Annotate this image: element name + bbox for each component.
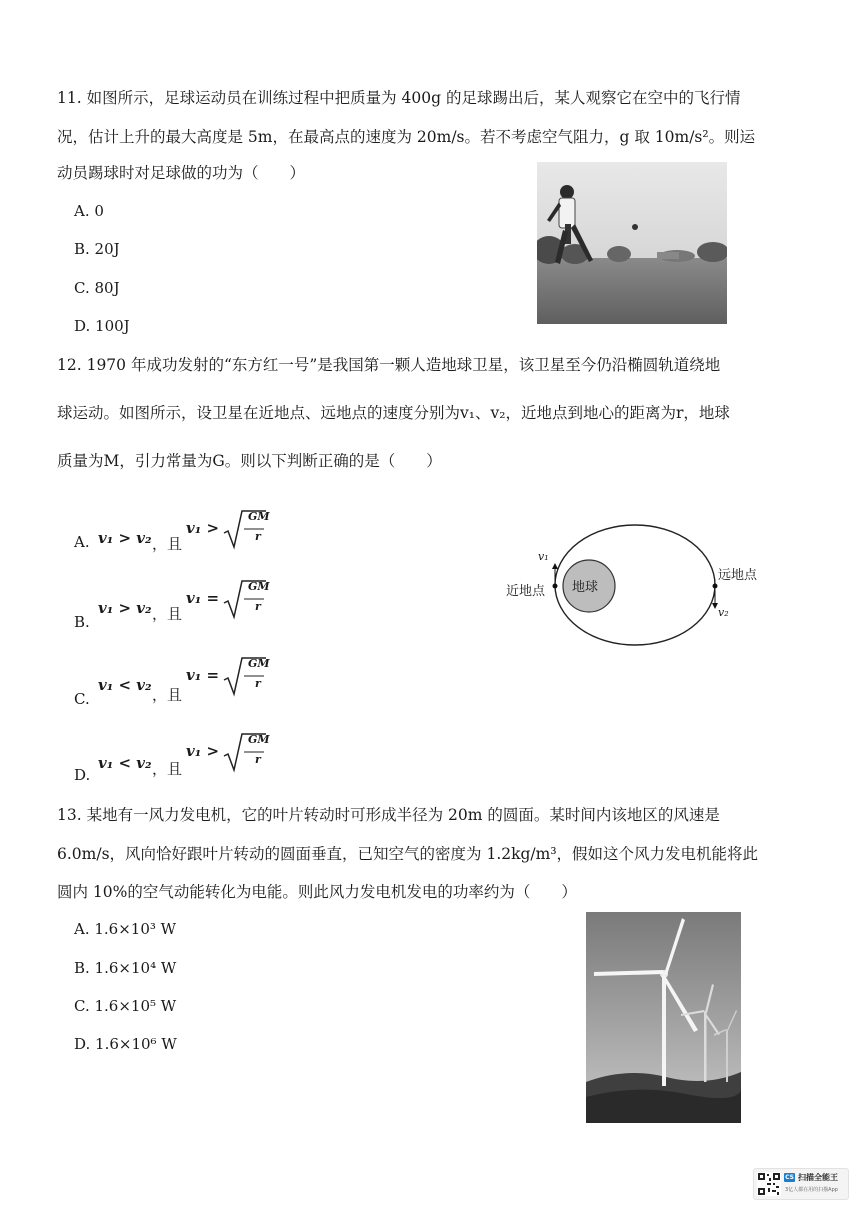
velocity-comparison: v₁ > v₂ bbox=[98, 599, 152, 617]
q12-text-line3: 质量为M，引力常量为G。则以下判断正确的是（ ） bbox=[57, 452, 442, 470]
option-letter: D. bbox=[74, 766, 91, 784]
v1-relation: v₁ = bbox=[186, 589, 220, 607]
v1-relation: v₁ > bbox=[186, 519, 220, 537]
q13-option-d: D. 1.6×10⁶ W bbox=[74, 1035, 177, 1053]
fraction-numerator: GM bbox=[248, 733, 270, 746]
q12-option-b bbox=[74, 580, 294, 635]
v1-relation: v₁ > bbox=[186, 742, 220, 760]
q12-option-a bbox=[74, 505, 294, 555]
and-connector: ，且 bbox=[152, 605, 183, 623]
and-connector: ，且 bbox=[152, 535, 183, 553]
q12-text-line2: 球运动。如图所示，设卫星在近地点、远地点的速度分别为v₁、v₂，近地点到地心的距离为r，地球 bbox=[57, 404, 730, 422]
q11-option-a: A. 0 bbox=[74, 202, 104, 220]
apogee-label: 远地点 bbox=[718, 568, 758, 583]
q13-text-line3: 圆内 10%的空气动能转化为电能。则此风力发电机发电的功率约为（ ） bbox=[57, 883, 577, 901]
wind-turbine-photo bbox=[586, 912, 741, 1123]
and-connector: ，且 bbox=[152, 686, 183, 704]
q11-text-line3: 动员踢球时对足球做的功为（ ） bbox=[57, 164, 306, 182]
earth-label: 地球 bbox=[572, 580, 599, 595]
perigee-point bbox=[553, 584, 558, 589]
velocity-comparison: v₁ < v₂ bbox=[98, 676, 152, 694]
fraction-denominator: r bbox=[255, 677, 261, 690]
q11-option-c: C. 80J bbox=[74, 279, 120, 297]
perigee-label: 近地点 bbox=[506, 584, 546, 599]
fraction-numerator: GM bbox=[248, 510, 270, 523]
and-connector: ，且 bbox=[152, 760, 183, 778]
fraction-numerator: GM bbox=[248, 580, 270, 593]
q13-text-line2: 6.0m/s，风向恰好跟叶片转动的圆面垂直，已知空气的密度为 1.2kg/m³，假如这个风力发电机能将此 bbox=[57, 845, 759, 863]
fraction-denominator: r bbox=[255, 600, 261, 613]
q11-text-line2: 况，估计上升的最大高度是 5m，在最高点的速度为 20m/s。若不考虑空气阻力，g 取 10m/s²。则运 bbox=[57, 128, 756, 146]
v1-relation: v₁ = bbox=[186, 666, 220, 684]
watermark-title: 扫描全能王 bbox=[798, 1173, 838, 1182]
option-letter: A. bbox=[74, 533, 90, 551]
apogee-point bbox=[713, 584, 718, 589]
qr-code-icon bbox=[757, 1172, 781, 1196]
v1-label: v₁ bbox=[538, 550, 549, 563]
velocity-comparison: v₁ > v₂ bbox=[98, 529, 152, 547]
option-letter: B. bbox=[74, 613, 90, 631]
cs-logo: CS bbox=[785, 1174, 794, 1181]
q12-text-line1: 12. 1970 年成功发射的“东方红一号”是我国第一颗人造地球卫星，该卫星至今仍沿椭圆轨道绕地 bbox=[57, 356, 721, 374]
q12-option-c bbox=[74, 657, 294, 712]
q11-option-d: D. 100J bbox=[74, 317, 130, 335]
velocity-comparison: v₁ < v₂ bbox=[98, 754, 152, 772]
satellite-orbit-diagram bbox=[500, 520, 780, 650]
q11-text-line1: 11. 如图所示，足球运动员在训练过程中把质量为 400g 的足球踢出后，某人观察它在空中的飞行情 bbox=[57, 89, 741, 107]
fraction-denominator: r bbox=[255, 530, 261, 543]
v2-label: v₂ bbox=[718, 606, 729, 619]
fraction-numerator: GM bbox=[248, 657, 270, 670]
q13-option-c: C. 1.6×10⁵ W bbox=[74, 997, 177, 1015]
watermark-subtitle: 3亿人都在用的扫描App bbox=[785, 1187, 838, 1193]
scanner-watermark bbox=[753, 1168, 849, 1200]
option-letter: C. bbox=[74, 690, 90, 708]
soccer-player-photo bbox=[537, 162, 727, 324]
q13-option-b: B. 1.6×10⁴ W bbox=[74, 959, 177, 977]
fraction-denominator: r bbox=[255, 753, 261, 766]
q11-option-b: B. 20J bbox=[74, 240, 120, 258]
q13-option-a: A. 1.6×10³ W bbox=[74, 920, 177, 938]
q12-option-d bbox=[74, 733, 294, 790]
q13-text-line1: 13. 某地有一风力发电机，它的叶片转动时可形成半径为 20m 的圆面。某时间内该地区的风速是 bbox=[57, 806, 720, 824]
